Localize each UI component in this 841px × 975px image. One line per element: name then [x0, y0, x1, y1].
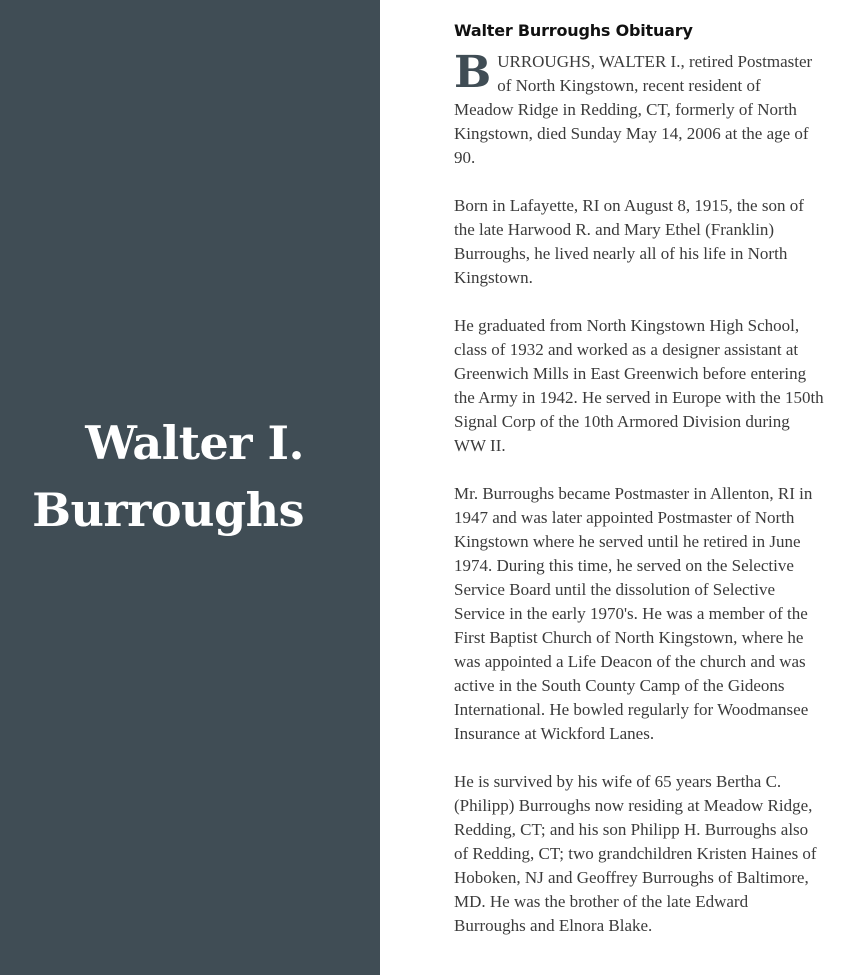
name-first-line: Walter I.	[85, 416, 304, 470]
obituary-paragraph-intro	[454, 47, 824, 170]
name-sidebar	[0, 0, 380, 975]
obituary-paragraph-career: Mr. Burroughs became Postmaster in Allenton, RI in 1947 and was later appointed Postmaster of North Kingstown where he served until he retired in June 1974. During this time, he served on the Selective Service Board until the dissolution of Selective Service in the early 1970's. He was a member of the First Baptist Church of North Kingstown, where he was appointed a Life Deacon of the church and was active in the South County Camp of the Gideons International. He bowled regularly for Woodmansee Insurance at Wickford Lanes.	[454, 484, 813, 743]
obituary-paragraph-birth: Born in Lafayette, RI on August 8, 1915, the son of the late Harwood R. and Mary Ethel (Franklin) Burroughs, he lived nearly all of his life in North Kingstown.	[454, 196, 804, 287]
obituary-paragraph-survivors: He is survived by his wife of 65 years Bertha C. (Philipp) Burroughs now residing at Meadow Ridge, Redding, CT; and his son Philipp H. Burroughs also of Redding, CT; two grandchildren Kristen Haines of Hoboken, NJ and Geoffrey Burroughs of Baltimore, MD. He was the brother of the late Edward Burroughs and Elnora Blake.	[454, 772, 817, 935]
intro-text: URROUGHS, WALTER I., retired Postmaster of North Kingstown, recent resident of Meadow Ridge in Redding, CT, formerly of North Kingstown, died Sunday May 14, 2006 at the age of 90.	[454, 52, 813, 167]
deceased-name	[32, 410, 304, 544]
obituary-title: Walter Burroughs Obituary	[454, 21, 693, 40]
obituary-paragraph-education-military: He graduated from North Kingstown High School, class of 1932 and worked as a designer assistant at Greenwich Mills in East Greenwich before entering the Army in 1942. He served in Europe with the 150th Signal Corp of the 10th Armored Division during WW II.	[454, 316, 824, 455]
obituary-content	[454, 18, 824, 962]
drop-cap: B	[454, 47, 492, 98]
name-last-line: Burroughs	[32, 483, 304, 537]
